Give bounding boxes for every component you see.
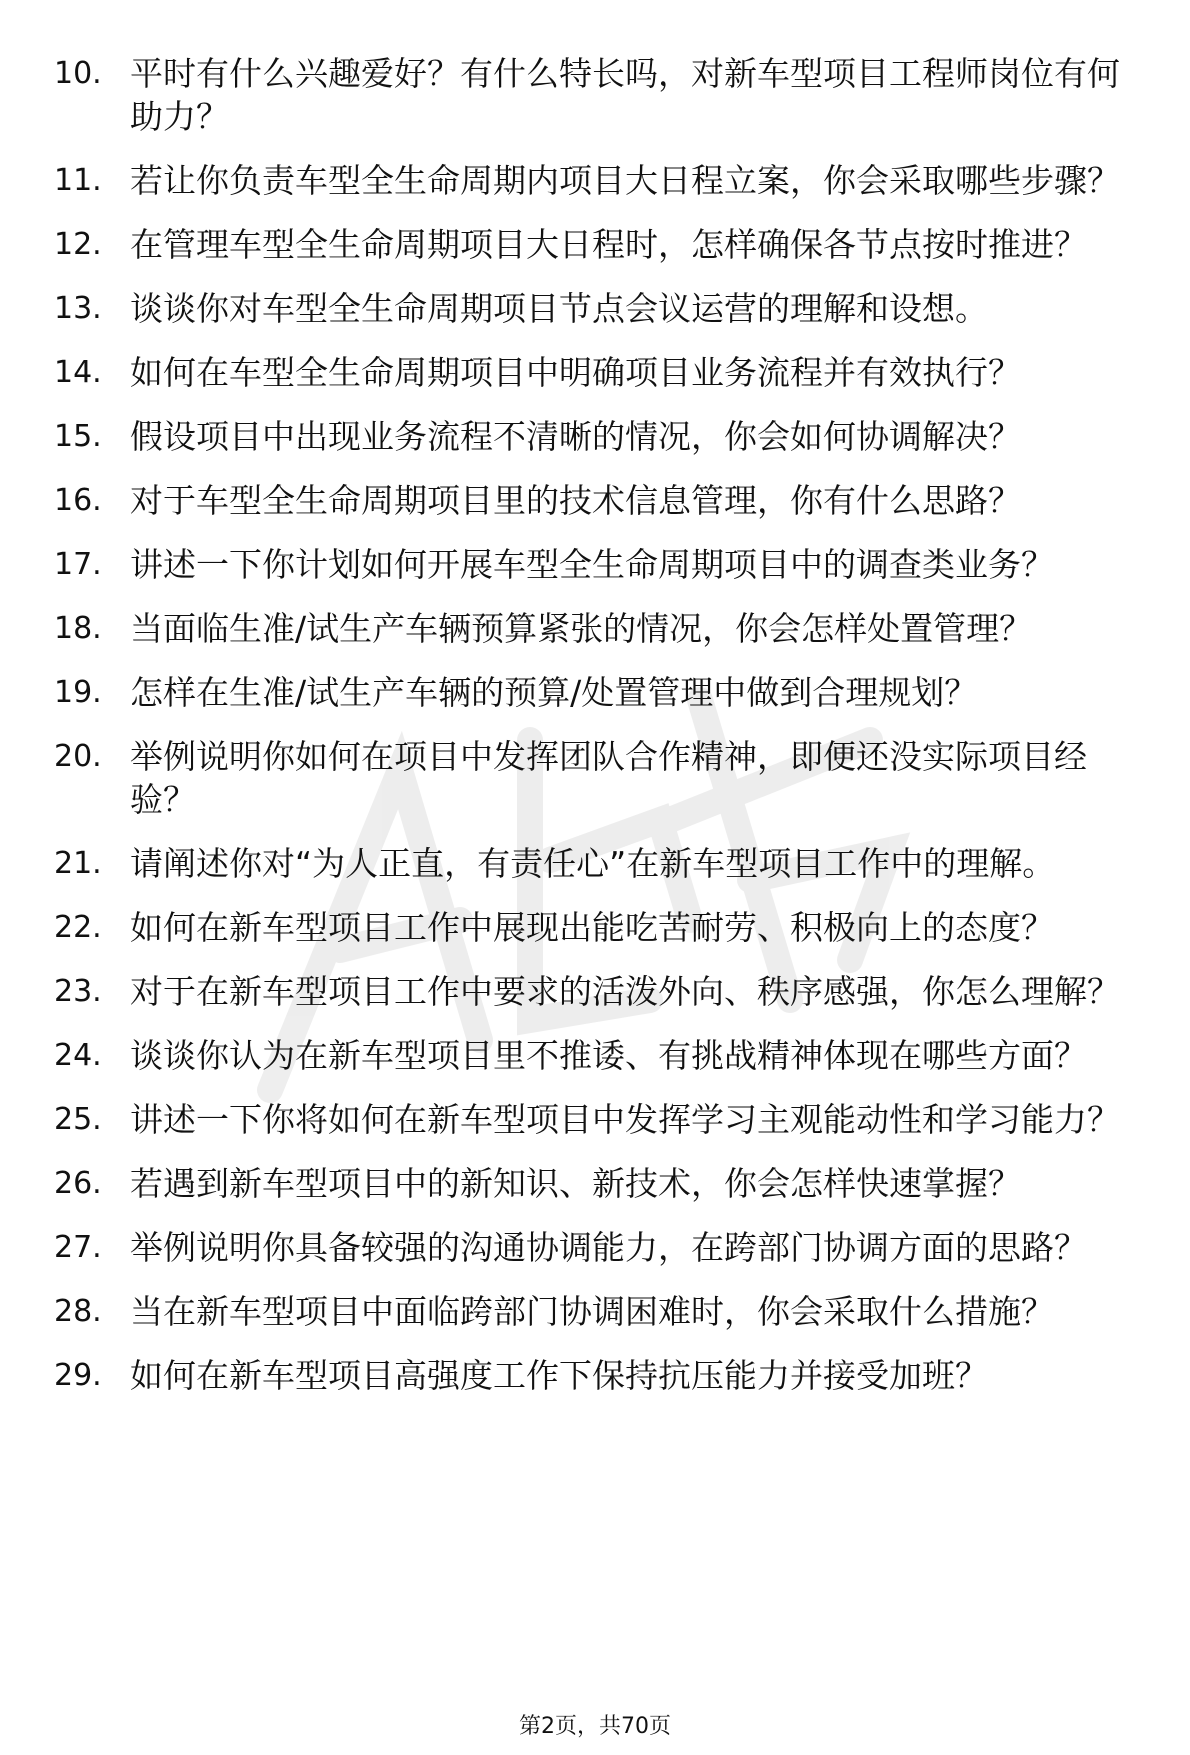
item-text: 对于在新车型项目工作中要求的活泼外向、秩序感强，你怎么理解？: [130, 972, 1120, 1011]
item-text: 当在新车型项目中面临跨部门协调困难时，你会采取什么措施？: [130, 1292, 1054, 1331]
item-number: 26.: [54, 1166, 102, 1201]
item-text: 怎样在生准/试生产车辆的预算/处置管理中做到合理规划？: [130, 673, 978, 712]
item-text: 请阐述你对“为人正直，有责任心”在新车型项目工作中的理解。: [130, 844, 1056, 883]
item-text: 若遇到新车型项目中的新知识、新技术，你会怎样快速掌握？: [130, 1164, 1021, 1203]
item-text: 如何在新车型项目高强度工作下保持抗压能力并接受加班？: [130, 1356, 988, 1395]
list-item: [0, 351, 1190, 394]
item-number: 21.: [54, 846, 102, 881]
list-item: [0, 415, 1190, 458]
list-item: [0, 1226, 1190, 1269]
item-number: 23.: [54, 974, 102, 1009]
list-item: [0, 735, 1190, 821]
item-number: 12.: [54, 227, 102, 262]
item-text: 平时有什么兴趣爱好？有什么特长吗，对新车型项目工程师岗位有何助力？: [130, 54, 1120, 136]
list-item: [0, 159, 1190, 202]
item-text: 讲述一下你计划如何开展车型全生命周期项目中的调查类业务？: [130, 545, 1054, 584]
list-item: [0, 607, 1190, 650]
item-number: 24.: [54, 1038, 102, 1073]
item-number: 13.: [54, 291, 102, 326]
item-number: 15.: [54, 419, 102, 454]
item-number: 17.: [54, 547, 102, 582]
item-number: 18.: [54, 611, 102, 646]
item-number: 22.: [54, 910, 102, 945]
list-item: [0, 1098, 1190, 1141]
item-number: 27.: [54, 1230, 102, 1265]
list-item: [0, 52, 1190, 138]
question-list: [0, 52, 1190, 1418]
list-item: [0, 543, 1190, 586]
item-number: 29.: [54, 1358, 102, 1393]
item-text: 举例说明你具备较强的沟通协调能力，在跨部门协调方面的思路？: [130, 1228, 1087, 1267]
list-item: [0, 1354, 1190, 1397]
item-text: 如何在车型全生命周期项目中明确项目业务流程并有效执行？: [130, 353, 1021, 392]
list-item: [0, 970, 1190, 1013]
item-text: 举例说明你如何在项目中发挥团队合作精神，即便还没实际项目经验？: [130, 737, 1087, 819]
item-text: 如何在新车型项目工作中展现出能吃苦耐劳、积极向上的态度？: [130, 908, 1054, 947]
list-item: [0, 1162, 1190, 1205]
item-text: 若让你负责车型全生命周期内项目大日程立案，你会采取哪些步骤？: [130, 161, 1120, 200]
list-item: [0, 479, 1190, 522]
list-item: [0, 906, 1190, 949]
item-text: 谈谈你对车型全生命周期项目节点会议运营的理解和设想。: [130, 289, 988, 328]
item-text: 在管理车型全生命周期项目大日程时，怎样确保各节点按时推进？: [130, 225, 1087, 264]
list-item: [0, 842, 1190, 885]
list-item: [0, 287, 1190, 330]
item-number: 28.: [54, 1294, 102, 1329]
item-number: 11.: [54, 163, 102, 198]
item-number: 20.: [54, 739, 102, 774]
item-number: 10.: [54, 56, 102, 91]
item-number: 19.: [54, 675, 102, 710]
item-number: 14.: [54, 355, 102, 390]
item-text: 当面临生准/试生产车辆预算紧张的情况，你会怎样处置管理？: [130, 609, 1033, 648]
page-number-footer: 第2页，共70页: [519, 1714, 671, 1739]
item-text: 对于车型全生命周期项目里的技术信息管理，你有什么思路？: [130, 481, 1021, 520]
item-text: 假设项目中出现业务流程不清晰的情况，你会如何协调解决？: [130, 417, 1021, 456]
item-text: 谈谈你认为在新车型项目里不推诿、有挑战精神体现在哪些方面？: [130, 1036, 1087, 1075]
item-text: 讲述一下你将如何在新车型项目中发挥学习主观能动性和学习能力？: [130, 1100, 1120, 1139]
item-number: 25.: [54, 1102, 102, 1137]
list-item: [0, 1290, 1190, 1333]
list-item: [0, 671, 1190, 714]
list-item: [0, 1034, 1190, 1077]
item-number: 16.: [54, 483, 102, 518]
list-item: [0, 223, 1190, 266]
